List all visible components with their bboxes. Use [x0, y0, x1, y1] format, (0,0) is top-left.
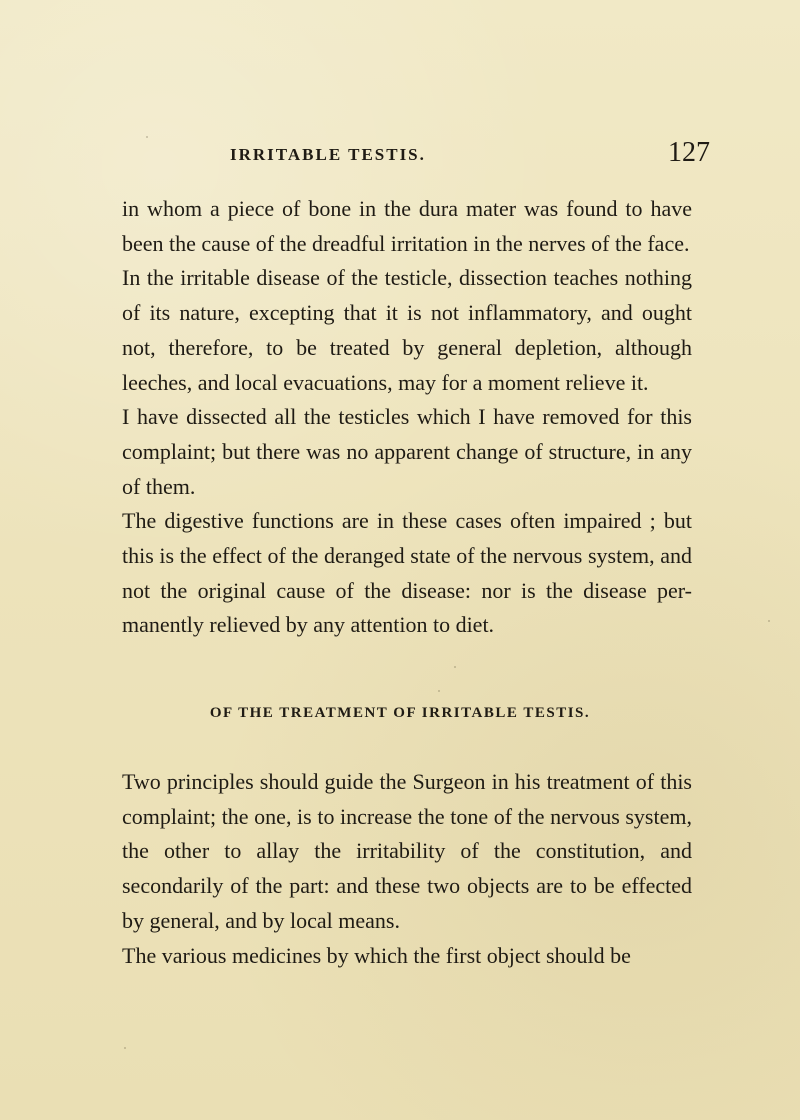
- paragraph: In the irritable disease of the testicle, dissection teaches nothing of its nature, excepting that it is not inflammatory, and ought not, therefore, to be treated by general depletion, although leeches, and local evacuations, may for a moment relieve it.: [122, 265, 692, 395]
- paragraph: Two principles should guide the Surgeon in his treatment of this complaint; the one, is to increase the tone of the nervous system, the other to allay the irritability of the constitution, and secondarily of the part: and these two objects are to be effected by general, and by local means.: [122, 769, 692, 933]
- paragraph: I have dissected all the testicles which I have removed for this complaint; but there was no apparent change of structure, in any of them.: [122, 404, 692, 499]
- section-heading: OF THE TREATMENT OF IRRITABLE TESTIS.: [209, 705, 591, 721]
- body-text-bottom: [122, 765, 692, 973]
- paragraph: in whom a piece of bone in the dura mater was found to have been the cause of the dreadful irritation in the nerves of the face.: [122, 196, 692, 256]
- paragraph: The digestive functions are in these cases often impaired ; but this is the effect of the deranged state of the nervous system, and not the original cause of the disease: nor is the disease per- manently relieved by any attention to diet.: [122, 508, 692, 638]
- paper-speck: [438, 690, 440, 692]
- running-head: [0, 137, 800, 185]
- paper-speck: [146, 136, 148, 138]
- body-text-top: [122, 192, 692, 643]
- paper-speck: [454, 666, 456, 668]
- running-title: IRRITABLE TESTIS.: [230, 145, 426, 164]
- paper-speck: [124, 1047, 126, 1049]
- paper-speck: [768, 620, 770, 622]
- page-number: 127: [668, 137, 710, 168]
- paragraph: The various medicines by which the first object should be: [122, 942, 631, 968]
